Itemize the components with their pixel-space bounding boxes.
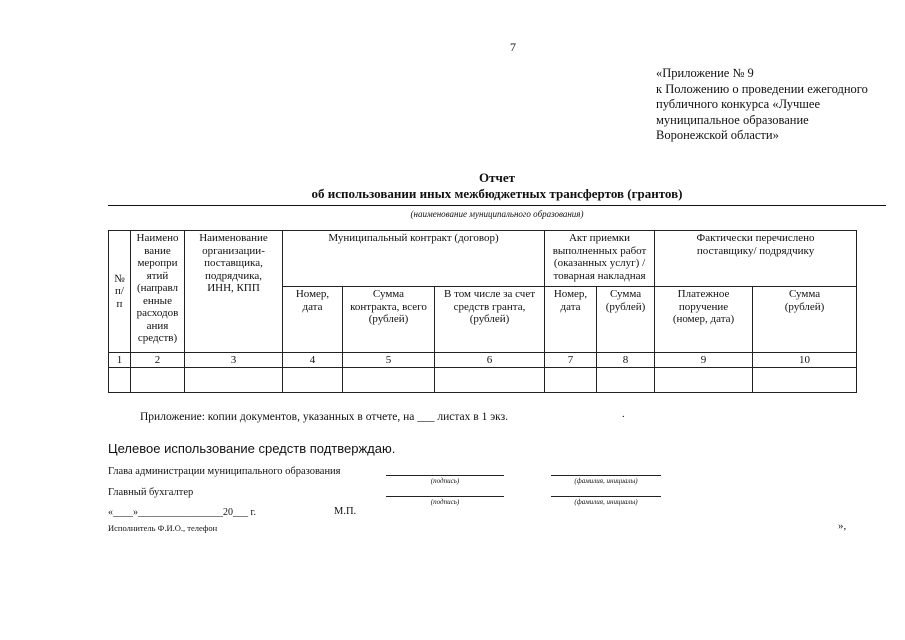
- header-number: № п/ п: [109, 231, 131, 353]
- table-cell: [185, 368, 283, 393]
- head-name-caption: (фамилия, инициалы): [574, 477, 638, 485]
- column-number: 4: [283, 353, 343, 368]
- blank-data-row: [109, 368, 857, 393]
- date-line: «____»_________________20___ г.: [108, 507, 256, 518]
- confirmation-text: Целевое использование средств подтверждаю.: [108, 441, 396, 456]
- column-number: 1: [109, 353, 131, 368]
- table-cell: [435, 368, 545, 393]
- subheader-contract-number: Номер, дата: [283, 287, 343, 353]
- subheader-payment-sum: Сумма (рублей): [753, 287, 857, 353]
- head-of-administration-label: Глава администрации муниципального образования: [108, 466, 341, 477]
- subheader-act-number: Номер, дата: [545, 287, 597, 353]
- column-number: 7: [545, 353, 597, 368]
- report-table: [108, 230, 857, 393]
- municipality-caption: (наименование муниципального образования): [410, 209, 584, 219]
- header-acceptance-act: Акт приемки выполненных работ (оказанных услуг) / товарная накладная: [545, 231, 655, 287]
- subheader-payment-order: Платежное поручение (номер, дата): [655, 287, 753, 353]
- head-name-line: [551, 475, 661, 476]
- column-number: 5: [343, 353, 435, 368]
- appendix-line: к Положению о проведении ежегодного: [656, 81, 868, 96]
- chief-accountant-label: Главный бухгалтер: [108, 487, 194, 498]
- accountant-name-line: [551, 496, 661, 497]
- column-number: 9: [655, 353, 753, 368]
- attachment-note: Приложение: копии документов, указанных в отчете, на ___ листах в 1 экз.: [140, 411, 508, 423]
- table-cell: [283, 368, 343, 393]
- appendix-line: публичного конкурса «Лучшее: [656, 97, 820, 111]
- appendix-header: [656, 66, 896, 144]
- table-cell: [343, 368, 435, 393]
- accountant-signature-caption: (подпись): [430, 498, 460, 506]
- header-municipal-contract: Муниципальный контракт (договор): [283, 231, 545, 287]
- table-cell: [597, 368, 655, 393]
- closing-quote: »,: [838, 520, 847, 532]
- column-number: 8: [597, 353, 655, 368]
- header-actually-paid: Фактически перечислено поставщику/ подрядчику: [655, 231, 857, 287]
- appendix-line: Воронежской области»: [656, 128, 779, 142]
- subheader-act-sum: Сумма (рублей): [597, 287, 655, 353]
- title-line-2: об использовании иных межбюджетных трансфертов (грантов): [311, 186, 683, 201]
- accountant-signature-line: [386, 496, 504, 497]
- table-cell: [545, 368, 597, 393]
- title-line-1: Отчет: [479, 170, 515, 185]
- head-signature-caption: (подпись): [430, 477, 460, 485]
- municipality-name-line: [108, 205, 886, 206]
- subheader-contract-total: Сумма контракта, всего (рублей): [343, 287, 435, 353]
- column-number: 2: [131, 353, 185, 368]
- report-title: [108, 170, 886, 202]
- appendix-line: «Приложение № 9: [656, 66, 754, 80]
- table-cell: [109, 368, 131, 393]
- page-number: 7: [510, 40, 516, 54]
- column-number: 6: [435, 353, 545, 368]
- head-signature-line: [386, 475, 504, 476]
- column-number: 3: [185, 353, 283, 368]
- subheader-contract-grant: В том числе за счет средств гранта, (рублей): [435, 287, 545, 353]
- appendix-line: муниципальное образование: [656, 112, 809, 127]
- header-event-name: Наимено вание меропри ятий (направл енные расходов ания средств): [131, 231, 185, 353]
- column-number: 10: [753, 353, 857, 368]
- table-cell: [131, 368, 185, 393]
- executor-line: Исполнитель Ф.И.О., телефон: [108, 523, 218, 533]
- stamp-place: М.П.: [334, 506, 357, 517]
- note-dot: .: [622, 408, 625, 420]
- header-supplier: Наименование организации- поставщика, подрядчика, ИНН, КПП: [185, 231, 283, 353]
- table-cell: [655, 368, 753, 393]
- accountant-name-caption: (фамилия, инициалы): [574, 498, 638, 506]
- column-number-row: [109, 353, 857, 368]
- table-cell: [753, 368, 857, 393]
